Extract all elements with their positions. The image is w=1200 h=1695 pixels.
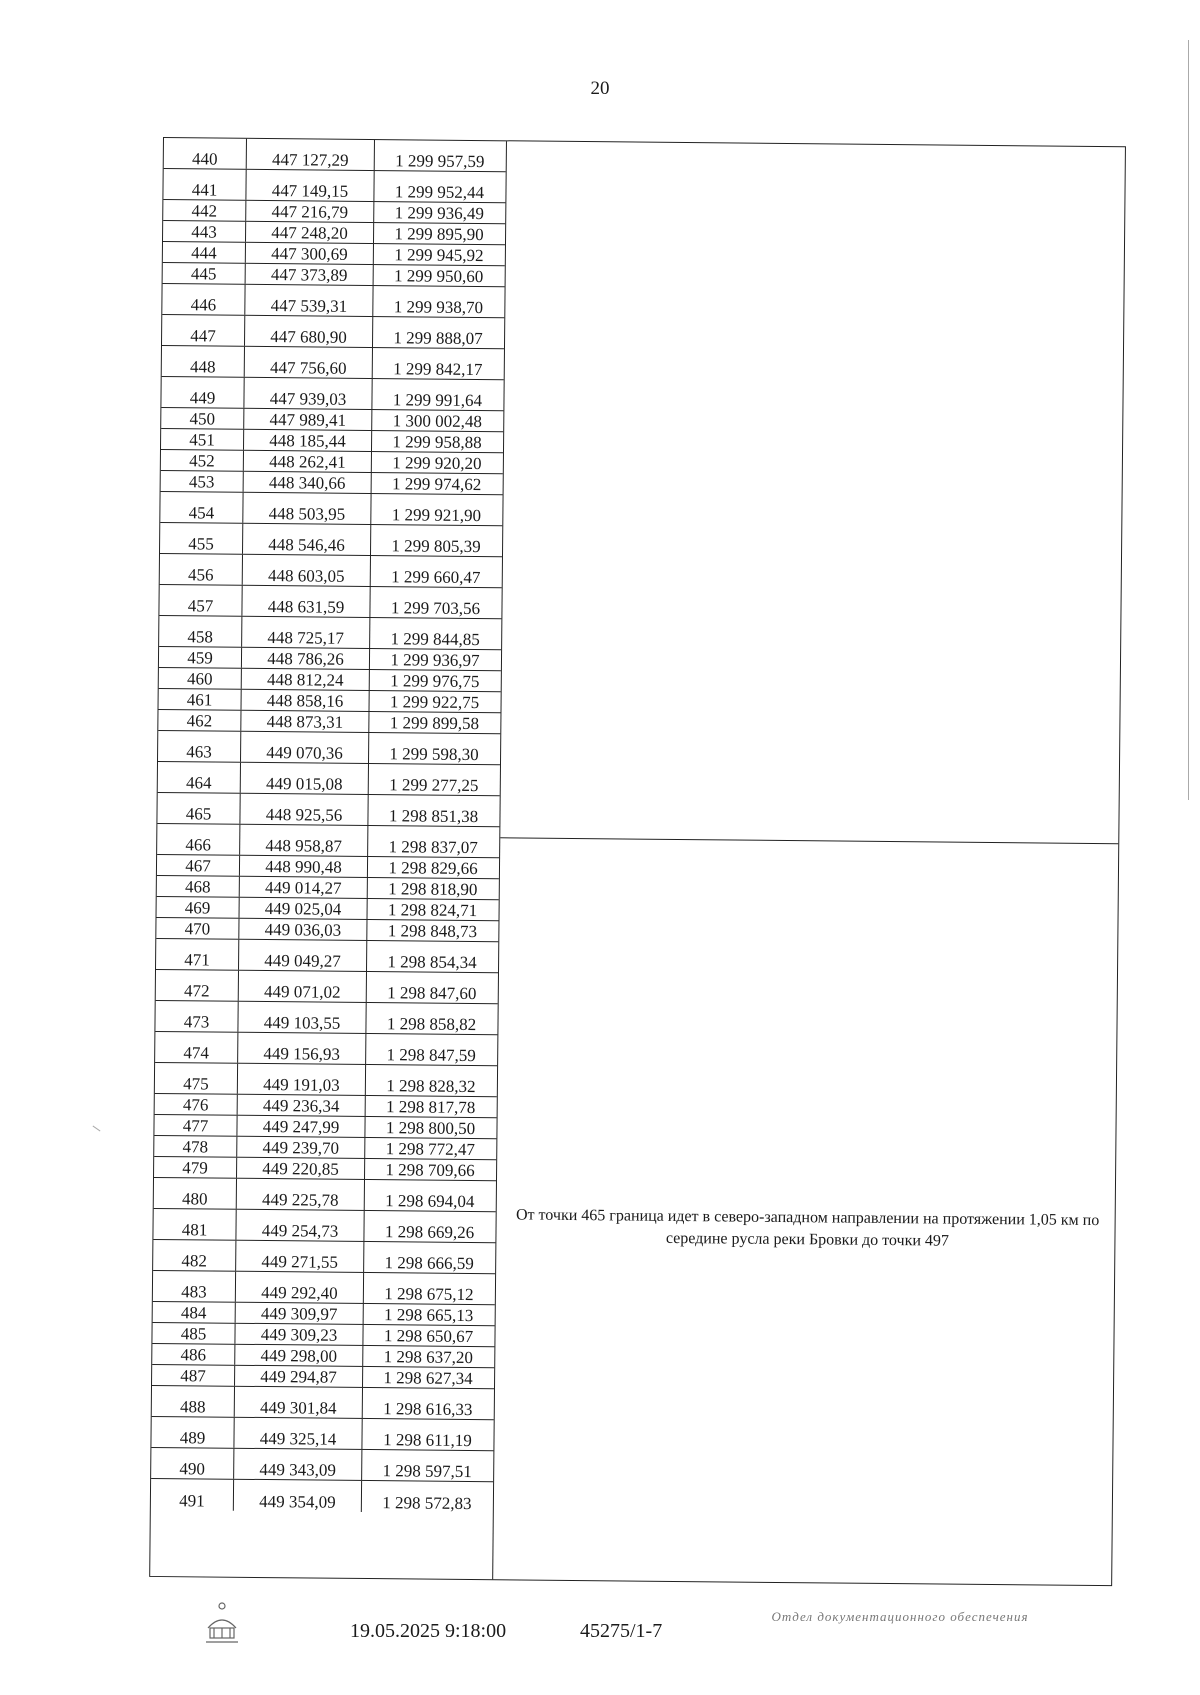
- y-coordinate: 1 298 709,66: [385, 1160, 475, 1181]
- scan-edge-mark: [1188, 40, 1189, 800]
- point-number: 440: [164, 138, 247, 169]
- x-coordinate: 449 225,78: [237, 1179, 365, 1210]
- x-coordinate: 448 990,48: [240, 856, 368, 877]
- x-coordinate: 449 036,03: [239, 919, 367, 940]
- table-row: [153, 1240, 495, 1274]
- x-coordinate: 448 603,05: [243, 555, 371, 586]
- point-number: 450: [161, 408, 244, 429]
- point-number: 489: [151, 1417, 234, 1448]
- y-coordinate: 1 299 957,59: [395, 151, 485, 172]
- table-row: [153, 1271, 495, 1305]
- point-number: 443: [163, 221, 246, 242]
- page-number: 20: [590, 78, 610, 99]
- y-coordinate: 1 299 974,62: [391, 474, 482, 495]
- x-coordinate: 447 373,89: [246, 264, 374, 285]
- y-coordinate: 1 299 598,30: [389, 744, 479, 765]
- table-row: [152, 1386, 494, 1420]
- x-coordinate: 449 220,85: [237, 1158, 365, 1179]
- y-coordinate: 1 299 936,49: [394, 203, 484, 224]
- x-coordinate: 448 858,16: [242, 690, 370, 711]
- y-coordinate: 1 298 650,67: [383, 1326, 474, 1347]
- x-coordinate: 449 103,55: [238, 1002, 366, 1033]
- x-coordinate: 448 958,87: [240, 825, 368, 856]
- point-number: 459: [159, 647, 242, 668]
- y-coordinate: 1 299 922,75: [389, 692, 480, 713]
- coordinates-columns: [150, 138, 507, 1579]
- point-number: 469: [157, 897, 240, 918]
- x-coordinate: 449 071,02: [239, 971, 367, 1002]
- boundary-description: От точки 465 граница идет в северо-западном направлении на протяжении 1,05 км по середине русла реки Бровки до точки 497: [515, 1206, 1100, 1250]
- coordinates-table: [149, 137, 1126, 1586]
- x-coordinate: 448 503,95: [243, 493, 371, 524]
- y-coordinate: 1 298 627,34: [383, 1368, 473, 1389]
- table-row: [160, 492, 502, 526]
- table-row: [160, 554, 502, 588]
- x-coordinate: 449 070,36: [241, 732, 369, 763]
- y-coordinate: 1 298 848,73: [387, 921, 478, 942]
- y-coordinate: 1 299 703,56: [390, 598, 481, 619]
- y-coordinate: 1 298 675,12: [384, 1284, 474, 1305]
- x-coordinate: 448 873,31: [241, 711, 369, 732]
- x-coordinate: 447 248,20: [246, 222, 374, 243]
- scan-speck: [93, 1126, 101, 1132]
- point-number: 441: [163, 169, 246, 200]
- point-number: 483: [153, 1271, 236, 1302]
- point-number: 476: [155, 1094, 238, 1115]
- point-number: 449: [161, 377, 244, 408]
- y-coordinate: 1 298 772,47: [385, 1139, 476, 1160]
- point-number: 453: [161, 471, 244, 492]
- x-coordinate: 447 939,03: [244, 378, 372, 409]
- table-row: [157, 824, 499, 858]
- point-number: 474: [155, 1032, 238, 1063]
- y-coordinate: 1 298 847,60: [387, 983, 477, 1004]
- footer-datetime: 19.05.2025 9:18:00: [350, 1620, 507, 1642]
- point-number: 454: [160, 492, 243, 523]
- x-coordinate: 449 236,34: [238, 1095, 366, 1116]
- table-row: [162, 315, 504, 349]
- x-coordinate: 449 354,09: [234, 1480, 362, 1512]
- x-coordinate: 449 301,84: [235, 1387, 363, 1418]
- x-coordinate: 449 294,87: [235, 1366, 363, 1387]
- table-row: [164, 138, 506, 172]
- y-coordinate: 1 298 818,90: [388, 879, 478, 900]
- x-coordinate: 448 185,44: [244, 430, 372, 451]
- point-number: 463: [158, 731, 241, 762]
- point-number: 486: [152, 1344, 235, 1365]
- table-row: [156, 970, 498, 1004]
- y-coordinate: 1 298 800,50: [385, 1118, 476, 1139]
- point-number: 452: [161, 450, 244, 471]
- y-coordinate: 1 298 669,26: [384, 1222, 475, 1243]
- table-row: [155, 1063, 497, 1097]
- y-coordinate: 1 299 921,90: [391, 505, 482, 526]
- y-coordinate: 1 298 854,34: [387, 952, 477, 973]
- point-number: 462: [158, 710, 241, 731]
- point-number: 458: [159, 616, 242, 647]
- x-coordinate: 448 631,59: [242, 586, 370, 617]
- y-coordinate: 1 298 824,71: [387, 900, 478, 921]
- table-row: [156, 939, 498, 973]
- x-coordinate: 447 989,41: [244, 409, 372, 430]
- x-coordinate: 447 127,29: [247, 139, 375, 170]
- point-number: 485: [152, 1323, 235, 1344]
- x-coordinate: 449 049,27: [239, 940, 367, 971]
- table-row: [160, 523, 502, 557]
- x-coordinate: 447 756,60: [245, 347, 373, 378]
- point-number: 468: [157, 876, 240, 897]
- footer-stamp: Отдел документационного обеспечения: [771, 1609, 1029, 1624]
- point-number: 477: [154, 1115, 237, 1136]
- y-coordinate: 1 299 920,20: [392, 453, 482, 474]
- table-row: [161, 377, 503, 411]
- table-row: [159, 616, 501, 650]
- y-coordinate: 1 299 277,25: [389, 775, 479, 796]
- y-coordinate: 1 298 829,66: [388, 858, 478, 879]
- y-coordinate: 1 299 945,92: [394, 245, 484, 266]
- point-number: 467: [157, 855, 240, 876]
- point-number: 478: [154, 1136, 237, 1157]
- point-number: 444: [163, 242, 246, 263]
- x-coordinate: 448 925,56: [240, 794, 368, 825]
- point-number: 451: [161, 429, 244, 450]
- x-coordinate: 449 191,03: [238, 1064, 366, 1095]
- y-coordinate: 1 298 637,20: [383, 1347, 474, 1368]
- point-number: 455: [160, 523, 243, 554]
- x-coordinate: 449 309,97: [236, 1303, 364, 1324]
- x-coordinate: 449 247,99: [237, 1116, 365, 1137]
- x-coordinate: 447 216,79: [246, 201, 374, 222]
- point-number: 461: [159, 689, 242, 710]
- table-row: [155, 1001, 497, 1035]
- y-coordinate: 1 298 837,07: [388, 837, 478, 858]
- x-coordinate: 448 786,26: [242, 648, 370, 669]
- point-number: 475: [155, 1063, 238, 1094]
- y-coordinate: 1 299 842,17: [393, 359, 483, 380]
- x-coordinate: 448 340,66: [244, 472, 372, 493]
- table-row: [155, 1032, 497, 1066]
- table-row: [158, 762, 500, 796]
- x-coordinate: 449 271,55: [236, 1241, 364, 1272]
- y-coordinate: 1 298 666,59: [384, 1253, 474, 1274]
- table-row: [157, 793, 499, 827]
- x-coordinate: 449 325,14: [234, 1418, 362, 1449]
- point-number: 445: [163, 263, 246, 284]
- y-coordinate: 1 299 805,39: [391, 536, 481, 557]
- table-row: [163, 169, 505, 203]
- point-number: 481: [153, 1209, 236, 1240]
- y-coordinate: 1 298 847,59: [386, 1045, 476, 1066]
- point-number: 484: [153, 1302, 236, 1323]
- point-number: 482: [153, 1240, 236, 1271]
- y-coordinate: 1 299 895,90: [394, 224, 484, 245]
- table-row: [159, 585, 501, 619]
- y-coordinate: 1 299 976,75: [390, 671, 480, 692]
- x-coordinate: 449 298,00: [235, 1345, 363, 1366]
- point-number: 464: [158, 762, 241, 793]
- table-row: [162, 284, 504, 318]
- point-number: 472: [156, 970, 239, 1001]
- y-coordinate: 1 299 938,70: [393, 297, 484, 318]
- y-coordinate: 1 298 572,83: [382, 1493, 472, 1514]
- x-coordinate: 449 015,08: [241, 763, 369, 794]
- x-coordinate: 449 014,27: [240, 877, 368, 898]
- point-number: 473: [155, 1001, 238, 1032]
- point-number: 487: [152, 1365, 235, 1386]
- y-coordinate: 1 299 952,44: [394, 182, 485, 203]
- x-coordinate: 447 149,15: [246, 170, 374, 201]
- point-number: 447: [162, 315, 245, 346]
- point-number: 471: [156, 939, 239, 970]
- point-number: 480: [154, 1178, 237, 1209]
- footer-doc-number: 45275/1-7: [580, 1620, 663, 1642]
- y-coordinate: 1 298 858,82: [386, 1014, 477, 1035]
- y-coordinate: 1 299 888,07: [393, 328, 483, 349]
- table-row: [151, 1479, 493, 1513]
- y-coordinate: 1 298 694,04: [385, 1191, 475, 1212]
- y-coordinate: 1 299 936,97: [390, 650, 480, 671]
- x-coordinate: 449 292,40: [236, 1272, 364, 1303]
- x-coordinate: 449 254,73: [236, 1210, 364, 1241]
- y-coordinate: 1 299 950,60: [393, 266, 484, 287]
- table-row: [154, 1178, 496, 1212]
- x-coordinate: 449 309,23: [235, 1324, 363, 1345]
- y-coordinate: 1 298 616,33: [383, 1399, 473, 1420]
- table-row: [153, 1209, 495, 1243]
- y-coordinate: 1 299 660,47: [391, 567, 481, 588]
- point-number: 491: [151, 1479, 234, 1511]
- point-number: 448: [162, 346, 245, 377]
- point-number: 460: [159, 668, 242, 689]
- point-number: 442: [163, 200, 246, 221]
- x-coordinate: 448 546,46: [243, 524, 371, 555]
- y-coordinate: 1 298 597,51: [382, 1461, 472, 1482]
- y-coordinate: 1 298 665,13: [383, 1305, 474, 1326]
- description-divider: [500, 837, 1118, 844]
- x-coordinate: 449 025,04: [240, 898, 368, 919]
- point-number: 466: [157, 824, 240, 855]
- x-coordinate: 448 812,24: [242, 669, 370, 690]
- y-coordinate: 1 299 844,85: [390, 629, 480, 650]
- table-row: [151, 1448, 493, 1482]
- y-coordinate: 1 298 611,19: [383, 1430, 472, 1451]
- x-coordinate: 449 343,09: [234, 1449, 362, 1480]
- x-coordinate: 448 262,41: [244, 451, 372, 472]
- point-number: 470: [156, 918, 239, 939]
- point-number: 457: [159, 585, 242, 616]
- point-number: 488: [152, 1386, 235, 1417]
- table-row: [151, 1417, 493, 1451]
- point-number: 446: [162, 284, 245, 315]
- y-coordinate: 1 300 002,48: [392, 411, 482, 432]
- x-coordinate: 449 239,70: [237, 1137, 365, 1158]
- institution-logo-icon: [198, 1598, 246, 1646]
- table-row: [158, 731, 500, 765]
- table-row: [162, 346, 504, 380]
- x-coordinate: 447 539,31: [245, 285, 373, 316]
- y-coordinate: 1 298 851,38: [388, 806, 479, 827]
- y-coordinate: 1 299 899,58: [389, 713, 480, 734]
- x-coordinate: 448 725,17: [242, 617, 370, 648]
- x-coordinate: 449 156,93: [238, 1033, 366, 1064]
- x-coordinate: 447 300,69: [246, 243, 374, 264]
- point-number: 490: [151, 1448, 234, 1479]
- y-coordinate: 1 299 958,88: [392, 432, 482, 453]
- y-coordinate: 1 298 817,78: [385, 1097, 476, 1118]
- y-coordinate: 1 298 828,32: [386, 1076, 476, 1097]
- point-number: 479: [154, 1157, 237, 1178]
- x-coordinate: 447 680,90: [245, 316, 373, 347]
- point-number: 465: [157, 793, 240, 824]
- y-coordinate: 1 299 991,64: [392, 390, 483, 411]
- point-number: 456: [160, 554, 243, 585]
